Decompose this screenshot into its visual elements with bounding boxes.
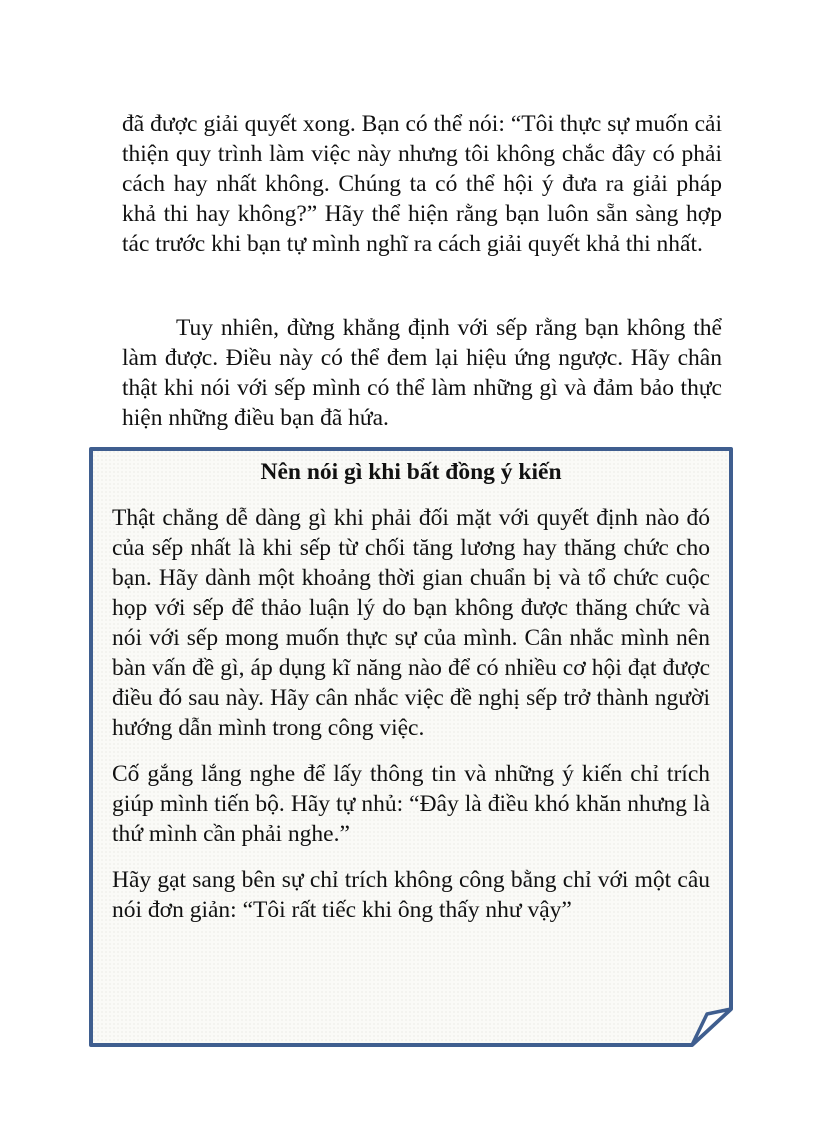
tip-box-paragraph-2: Cố gắng lắng nghe để lấy thông tin và những ý kiến chỉ trích giúp mình tiến bộ. Hãy tự nhủ: “Đây là điều khó khăn nhưng là thứ mình cần phải nghe.” — [112, 761, 710, 847]
tip-box-content — [112, 457, 710, 941]
tip-box-title: Nên nói gì khi bất đồng ý kiến — [260, 459, 562, 485]
tip-box — [89, 447, 734, 1049]
tip-box-paragraph-3: Hãy gạt sang bên sự chỉ trích không công bằng chỉ với một câu nói đơn giản: “Tôi rất tiếc khi ông thấy như vậy” — [112, 867, 710, 923]
body-paragraph-2: Tuy nhiên, đừng khẳng định với sếp rằng bạn không thể làm được. Điều này có thể đem lại hiệu ứng ngược. Hãy chân thật khi nói với sếp mình có thể làm những gì và đảm bảo thực hiện những điều bạn đã hứa. — [122, 315, 722, 431]
tip-box-paragraph-1: Thật chẳng dễ dàng gì khi phải đối mặt với quyết định nào đó của sếp nhất là khi sếp từ chối tăng lương hay thăng chức cho bạn. Hãy dành một khoảng thời gian chuẩn bị và tổ chức cuộc họp với sếp để thảo luận lý do bạn không được thăng chức và nói với sếp mong muốn thực sự của mình. Cân nhắc mình nên bàn vấn đề gì, áp dụng kĩ năng nào để có nhiều cơ hội đạt được điều đó sau này. Hãy cân nhắc việc đề nghị sếp trở thành người hướng dẫn mình trong công việc. — [112, 505, 710, 741]
body-paragraph-1: đã được giải quyết xong. Bạn có thể nói: “Tôi thực sự muốn cải thiện quy trình làm việc này nhưng tôi không chắc đây có phải cách hay nhất không. Chúng ta có thể hội ý đưa ra giải pháp khả thi hay không?” Hãy thể hiện rằng bạn luôn sẵn sàng hợp tác trước khi bạn tự mình nghĩ ra cách giải quyết khả thi nhất. — [122, 111, 722, 257]
